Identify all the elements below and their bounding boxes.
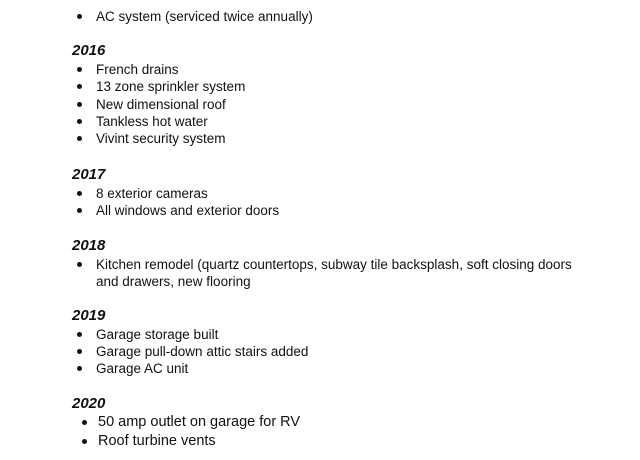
- list-item: [96, 130, 576, 147]
- list-item: [96, 96, 576, 113]
- list-item: [96, 113, 576, 130]
- list-item: [96, 256, 576, 290]
- bullet: [77, 349, 82, 354]
- list-item-text: French drains: [96, 62, 179, 77]
- list-item: [98, 413, 578, 432]
- list-item: [96, 326, 576, 343]
- bullet: [77, 119, 82, 124]
- list-item: [98, 432, 578, 451]
- list-item-text: Tankless hot water: [96, 114, 208, 129]
- list-item-text: Garage pull-down attic stairs added: [96, 344, 309, 359]
- year-heading: 2020: [72, 395, 106, 412]
- bullet: [77, 14, 82, 19]
- bullet: [77, 332, 82, 337]
- list-item-text: All windows and exterior doors: [96, 203, 280, 218]
- list-item: [96, 185, 576, 202]
- list-item: [96, 78, 576, 95]
- list-item: [96, 8, 576, 25]
- bullet: [77, 208, 82, 213]
- list-item-text: 50 amp outlet on garage for RV: [98, 414, 301, 430]
- bullet: [82, 439, 87, 444]
- list-item-text: 13 zone sprinkler system: [96, 79, 246, 94]
- bullet: [77, 262, 82, 267]
- list-item-text: Kitchen remodel (quartz countertops, subway tile backsplash, soft closing doors and drawers, new flooring: [96, 257, 572, 289]
- bullet: [77, 67, 82, 72]
- bullet: [77, 136, 82, 141]
- year-heading: 2016: [72, 42, 106, 59]
- list-item: [96, 360, 576, 377]
- list-item: [96, 202, 576, 219]
- list-item-text: Vivint security system: [96, 131, 226, 146]
- list-item-text: Garage storage built: [96, 327, 219, 342]
- list-item-text: 8 exterior cameras: [96, 186, 208, 201]
- bullet: [77, 84, 82, 89]
- list-item: [96, 343, 576, 360]
- year-heading: 2017: [72, 166, 106, 183]
- bullet: [82, 420, 87, 425]
- list-item-text: New dimensional roof: [96, 97, 226, 112]
- bullet: [77, 191, 82, 196]
- list-item: [96, 61, 576, 78]
- bullet: [77, 102, 82, 107]
- list-item-text: Roof turbine vents: [98, 433, 216, 449]
- year-heading: 2018: [72, 237, 106, 254]
- year-heading: 2019: [72, 307, 106, 324]
- list-item-text: Garage AC unit: [96, 361, 189, 376]
- year-heading: [72, 0, 105, 1]
- bullet: [77, 366, 82, 371]
- list-item-text: AC system (serviced twice annually): [96, 9, 313, 24]
